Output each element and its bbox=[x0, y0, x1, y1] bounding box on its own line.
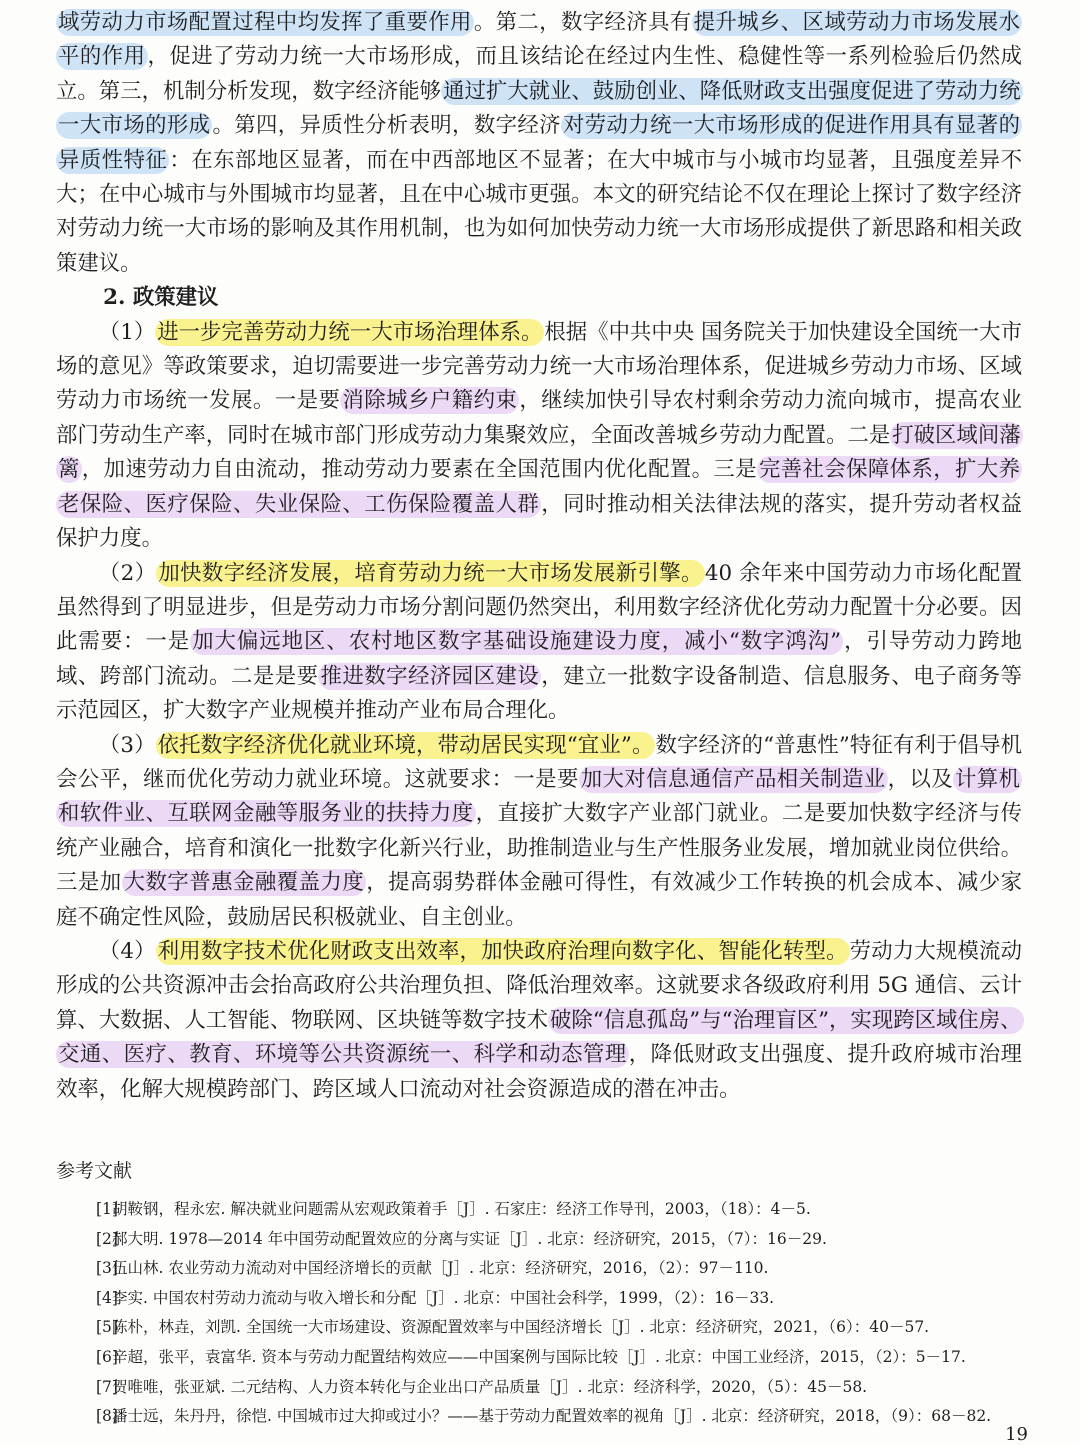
text-run: ，建立一批数字设备制造、信息服务、电子商务等示范园区，扩大数字产业规模并推动产业布局合理化。 bbox=[56, 663, 1022, 724]
paragraph bbox=[56, 6, 1022, 281]
text-run: （3） bbox=[98, 732, 156, 758]
highlight-purple: 加大对信息通信产品相关制造业 bbox=[580, 766, 886, 792]
text-run: ，以及 bbox=[887, 766, 954, 792]
highlight-yellow: 加快数字经济发展，培育劳动力统一大市场发展新引擎。 bbox=[158, 560, 703, 586]
text-run: ，降低财政支出强度、提升政府城市治理效率，化解大规模跨部门、跨区域人口流动对社会资源造成的潜在冲击。 bbox=[56, 1042, 1022, 1102]
reference-item bbox=[98, 1402, 1036, 1432]
reference-item bbox=[98, 1284, 1036, 1314]
reference-item bbox=[98, 1225, 1036, 1255]
text-run: 40 余年来中国劳动力市场化配置虽然得到了明显进步，但是劳动力市场分割问题仍然突出，利用数字经济优化劳动力配置十分必要。因此需要：一是 bbox=[56, 560, 1022, 655]
text-run: ，同时推动相关法律法规的落实，提升劳动者权益保护力度。 bbox=[56, 491, 1022, 552]
text-run: ，继续加快引导农村剩余劳动力流向城市，提高农业部门劳动生产率，同时在城市部门形成劳动力集聚效应，全面改善城乡劳动力配置。二是 bbox=[56, 388, 1022, 448]
reference-number: [6] bbox=[96, 1347, 118, 1366]
reference-number: [3] bbox=[96, 1259, 118, 1278]
body-text bbox=[56, 6, 1022, 1107]
text-run: 根据《中共中央 国务院关于加快建设全国统一大市场的意见》等政策要求，迫切需要进一步完善劳动力统一大市场治理体系，促进城乡劳动力市场、区域劳动力市场统一发展。一是要 bbox=[56, 319, 1022, 414]
reference-text: 伍山林. 农业劳动力流动对中国经济增长的贡献［J］. 北京：经济研究，2016，（2）：97－110. bbox=[112, 1259, 769, 1278]
highlight-yellow: 利用数字技术优化财政支出效率，加快政府治理向数字化、智能化转型。 bbox=[157, 938, 848, 964]
highlight-purple: 计算机和软件业、互联网金融等服务业的扶持力度 bbox=[58, 766, 1020, 827]
highlight-purple: 打破区域间藩篱 bbox=[58, 422, 1021, 483]
reference-text: 郝大明. 1978—2014 年中国劳动配置效应的分离与实证［J］. 北京：经济研究，2015，（7）：16－29. bbox=[112, 1229, 827, 1248]
reference-item bbox=[98, 1373, 1036, 1403]
paragraph bbox=[56, 935, 1022, 1107]
reference-text: 李实. 中国农村劳动力流动与收入增长和分配［J］. 北京：中国社会科学，1999，（2）：16－33. bbox=[112, 1288, 775, 1307]
highlight-purple: 消除城乡户籍约束 bbox=[342, 388, 518, 414]
paragraph bbox=[56, 557, 1022, 729]
reference-text: 贺唯唯，张亚斌. 二元结构、人力资本转化与企业出口产品质量［J］. 北京：经济科学，2020，（5）：45－58. bbox=[112, 1377, 868, 1396]
text-run: ，加速劳动力自由流动，推动劳动力要素在全国范围内优化配置。三是 bbox=[81, 457, 757, 483]
highlight-purple: 破除“信息孤岛”与“治理盲区”，实现跨区域住房、交通、医疗、教育、环境等公共资源统一、科学和动态管理 bbox=[58, 1007, 1022, 1068]
text-run: ，引导劳动力跨地域、跨部门流动。二是是要 bbox=[56, 629, 1022, 689]
reference-item bbox=[98, 1313, 1036, 1343]
text-run: 数字经济的“普惠性”特征有利于倡导机会公平，继而优化劳动力就业环境。这就要求：一是要 bbox=[56, 732, 1023, 792]
text-run: 2. 政策建议 bbox=[103, 285, 219, 311]
highlight-blue: 对劳动力统一大市场形成的促进作用具有显著的异质性特征 bbox=[58, 113, 1020, 173]
highlight-yellow: 进一步完善劳动力统一大市场治理体系。 bbox=[157, 319, 543, 345]
highlight-blue: 域劳动力市场配置过程中均发挥了重要作用 bbox=[58, 10, 472, 35]
highlight-purple: 大数字普惠金融覆盖力度 bbox=[123, 870, 365, 896]
text-run: ，直接扩大数字产业部门就业。二是要加快数字经济与传统产业融合，培育和演化一批数字化新兴行业，助推制造业与生产性服务业发展，增加就业岗位供给。三是加 bbox=[56, 801, 1022, 896]
reference-number: [4] bbox=[96, 1288, 118, 1307]
highlight-purple: 推进数字经济园区建设 bbox=[320, 663, 540, 689]
reference-number: [7] bbox=[96, 1377, 118, 1396]
text-run: （1） bbox=[98, 319, 156, 345]
text-run: ，促进了劳动力统一大市场形成，而且该结论在经过内生性、稳健性等一系列检验后仍然成立。第三，机制分析发现，数字经济能够 bbox=[56, 44, 1022, 104]
highlight-blue: 通过扩大就业、鼓励创业、降低财政支出强度促进了劳动力统一大市场的形成 bbox=[58, 78, 1021, 139]
page-number: 19 bbox=[1005, 1424, 1028, 1445]
reference-number: [1] bbox=[96, 1200, 118, 1218]
highlight-purple: 完善社会保障体系，扩大养老保险、医疗保险、失业保险、工伤保险覆盖人群 bbox=[58, 457, 1020, 517]
text-run: （4） bbox=[98, 938, 156, 964]
reference-number: [2] bbox=[96, 1229, 118, 1248]
section-heading bbox=[103, 281, 1022, 315]
highlight-blue: 提升城乡、区域劳动力市场发展水平的作用 bbox=[58, 10, 1020, 70]
text-run: 。第四，异质性分析表明，数字经济 bbox=[212, 113, 561, 139]
reference-text: 潘士远，朱丹丹，徐恺. 中国城市过大抑或过小？——基于劳动力配置效率的视角［J］. 北京：经济研究，2018，（9）：68－82. bbox=[112, 1407, 992, 1426]
text-run: ，提高弱势群体金融可得性，有效减少工作转换的机会成本、减少家庭不确定性风险，鼓励居民积极就业、自主创业。 bbox=[56, 870, 1022, 930]
paragraph bbox=[56, 729, 1022, 935]
references-title: 参考文献 bbox=[56, 1160, 133, 1182]
reference-number: [8] bbox=[96, 1407, 118, 1426]
reference-item bbox=[98, 1254, 1036, 1284]
references-section bbox=[56, 1156, 1036, 1432]
text-run: （2） bbox=[98, 560, 157, 586]
text-run: ：在东部地区显著，而在中西部地区不显著；在大中城市与小城市均显著，且强度差异不大；在中心城市与外围城市均显著，且在中心城市更强。本文的研究结论不仅在理论上探讨了数字经济对劳动力统一大市场的影响及其作用机制，也为如何加快劳动力统一大市场形成提供了新思路和相关政策建议。 bbox=[56, 147, 1022, 276]
highlight-yellow: 依托数字经济优化就业环境，带动居民实现“宜业”。 bbox=[157, 732, 654, 758]
reference-number: [5] bbox=[96, 1318, 118, 1337]
reference-item bbox=[98, 1343, 1036, 1373]
reference-text: 辛超，张平，袁富华. 资本与劳动力配置结构效应——中国案例与国际比较［J］. 北京：中国工业经济，2015，（2）：5－17. bbox=[112, 1347, 966, 1366]
paragraph bbox=[56, 316, 1022, 557]
reference-item bbox=[98, 1195, 1036, 1225]
reference-text: 陈朴，林垚，刘凯. 全国统一大市场建设、资源配置效率与中国经济增长［J］. 北京：经济研究，2021，（6）：40－57. bbox=[112, 1318, 930, 1337]
text-run: 。第二，数字经济具有 bbox=[473, 10, 692, 35]
references-list bbox=[56, 1195, 1036, 1432]
highlight-purple: 加大偏远地区、农村地区数字基础设施建设力度，减小“数字鸿沟” bbox=[192, 629, 842, 655]
reference-text: 胡鞍钢，程永宏. 解决就业问题需从宏观政策着手［J］. 石家庄：经济工作导刊，2003，（18）：4－5. bbox=[112, 1200, 811, 1218]
text-run: 劳动力大规模流动形成的公共资源冲击会抬高政府公共治理负担、降低治理效率。这就要求各级政府利用 5G 通信、云计算、大数据、人工智能、物联网、区块链等数字技术 bbox=[56, 938, 1022, 1033]
